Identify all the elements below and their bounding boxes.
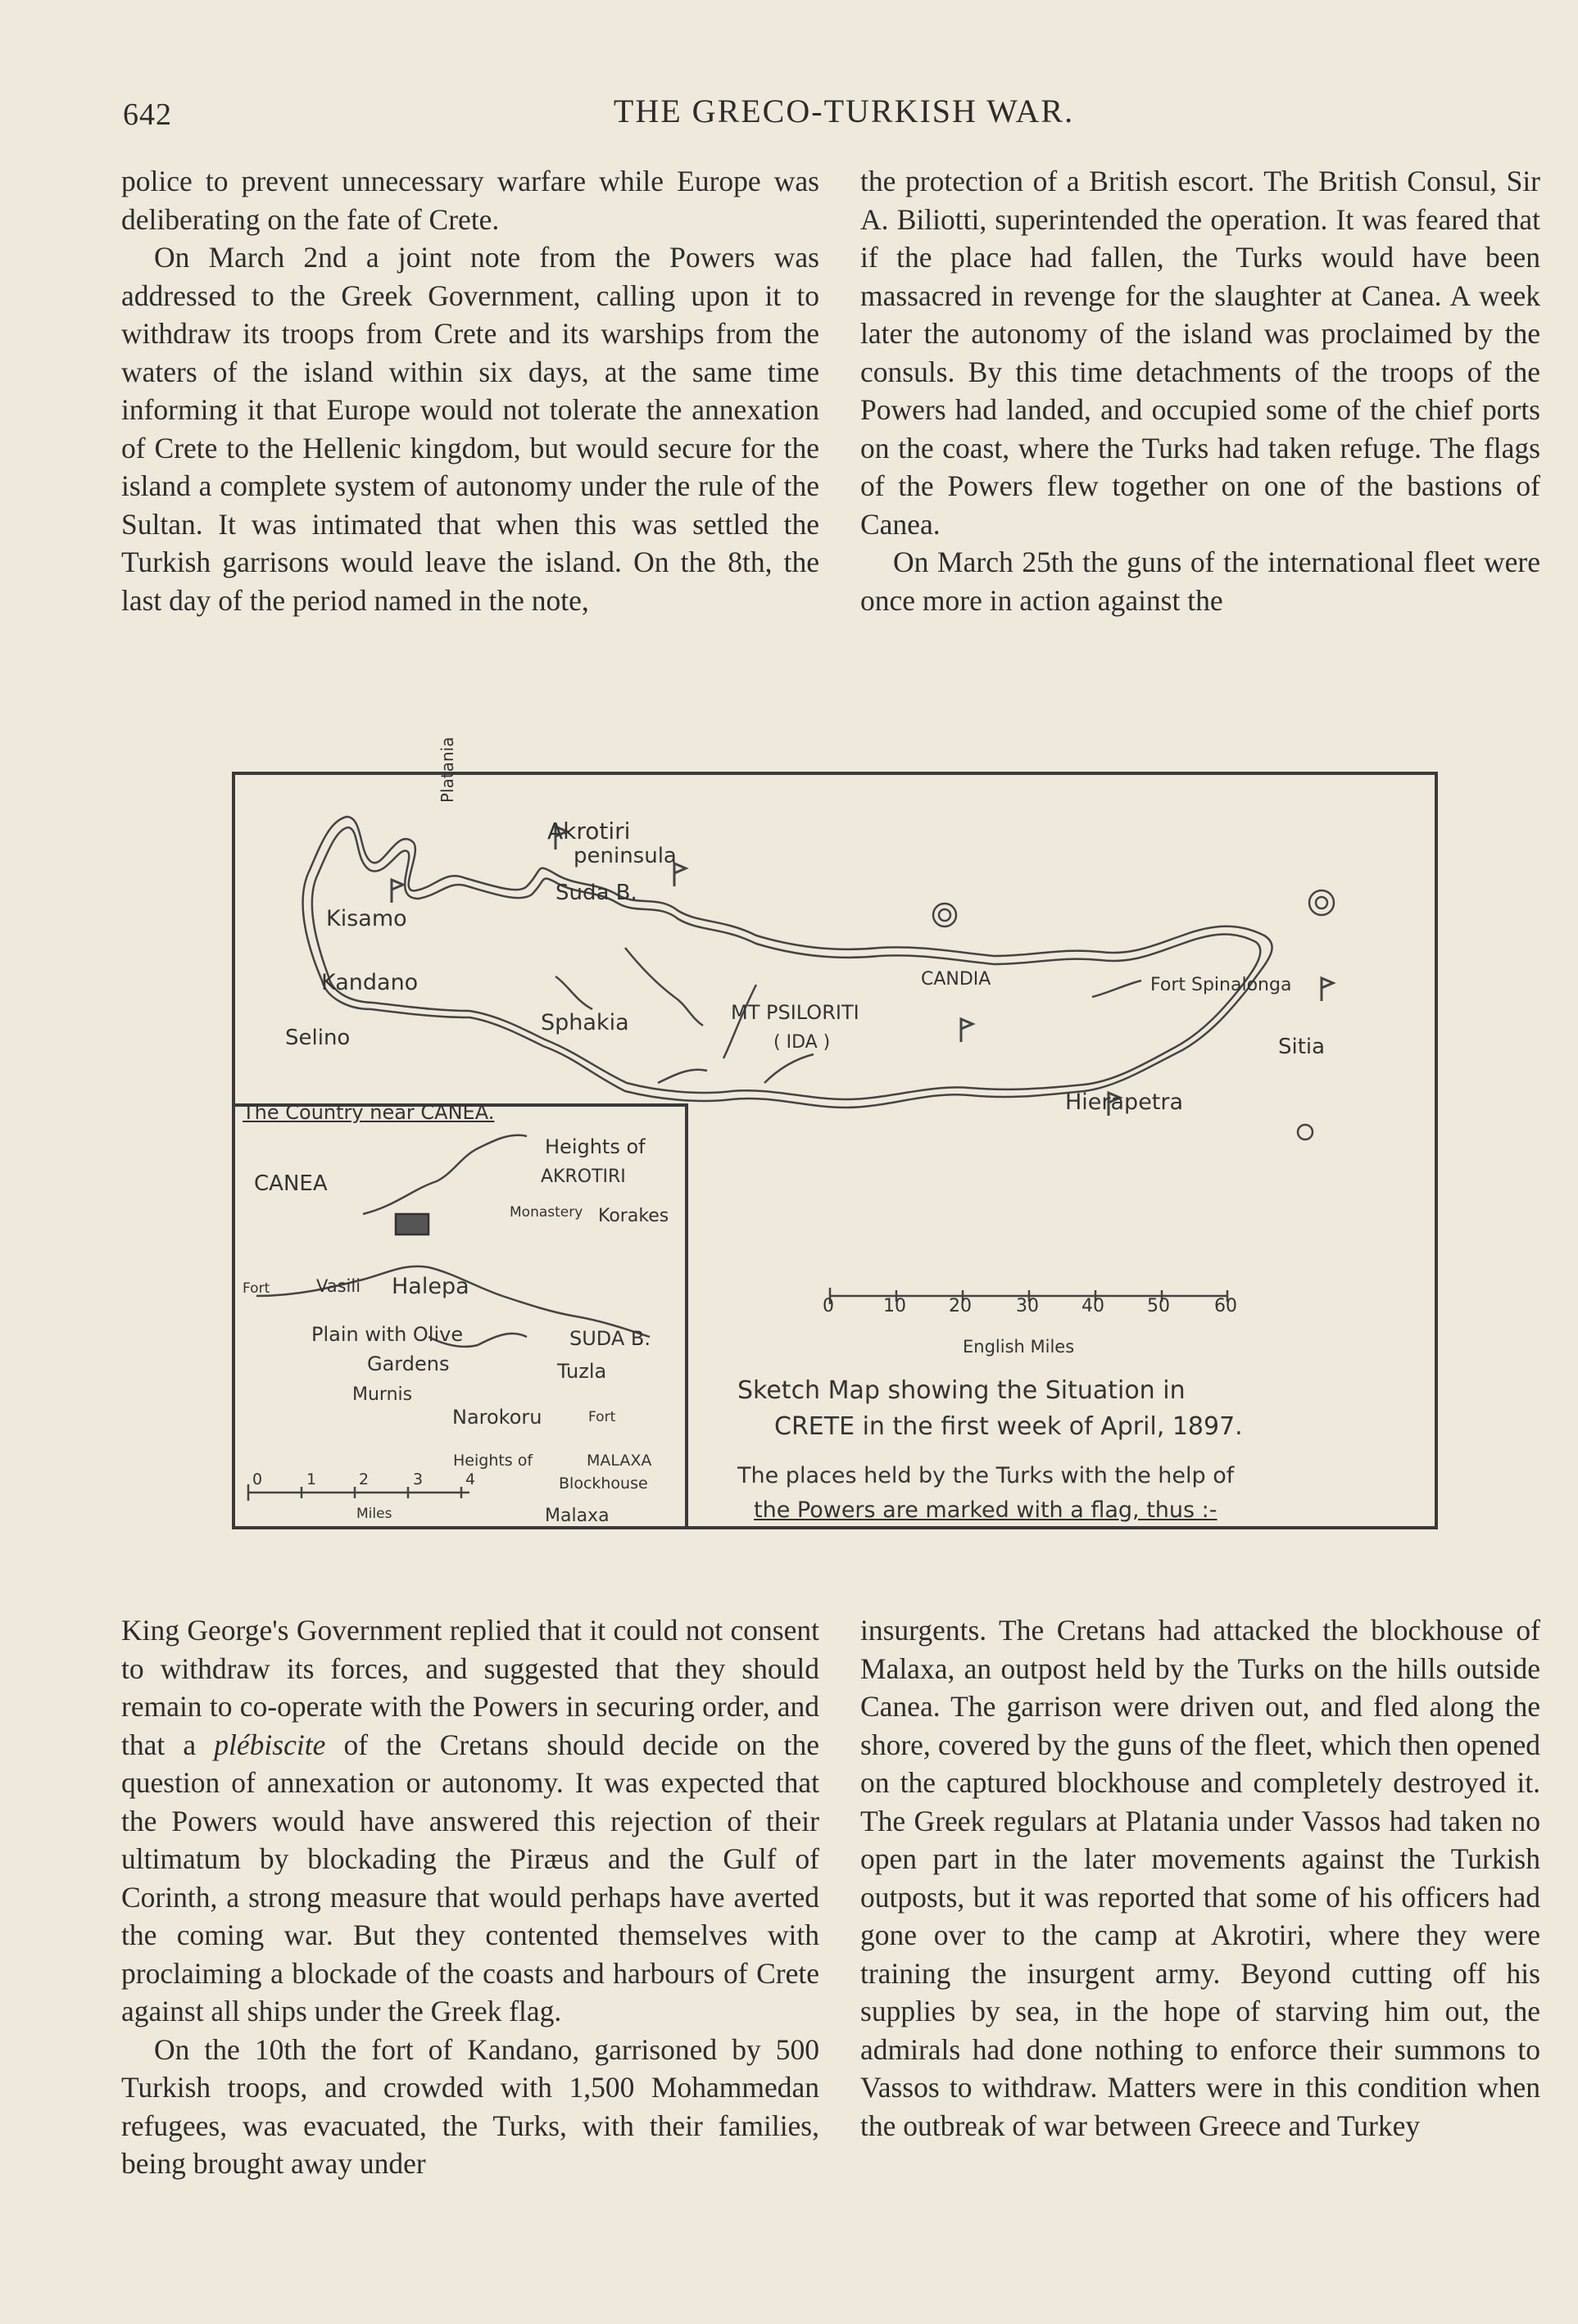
flag-icon	[961, 1019, 973, 1042]
inset-label-heights-of: Heights of	[545, 1135, 646, 1158]
text-run: King George's Government replied that it could not consent to withdraw its forces, and suggested that they should remain to co-operate with the Powers in securing order, and that a	[121, 1614, 819, 1761]
inset-title: The Country near CANEA.	[243, 1101, 495, 1124]
bottom-left-column	[121, 1611, 819, 2183]
flag-icon	[392, 880, 403, 903]
text-run: of the Cretans should decide on the question of annexation or autonomy. It was expected that the Powers would have answered this rejection of their ultimatum by blockading the Piræus and the Gulf of Corinth, a strong measure that would perhaps have averted the coming war. But they contented themselves with proclaiming a blockade of the coasts and harbours of Crete against all ships under the Greek flag.	[121, 1728, 819, 2027]
map-label-kisamo: Kisamo	[326, 906, 407, 931]
paragraph	[121, 1611, 819, 2031]
map-label-suda-b: Suda B.	[555, 881, 637, 905]
map-caption-line-2: CRETE in the first week of April, 1897.	[774, 1412, 1243, 1441]
map-caption-line-4: the Powers are marked with a flag, thus :-	[754, 1497, 1218, 1523]
scale-unit: English Miles	[963, 1337, 1075, 1357]
inset-label-heights-of-malaxa: Heights of	[453, 1452, 533, 1470]
inset-label-plain-with-olive: Plain with Olive	[311, 1323, 464, 1346]
inset-label-blockhouse: Blockhouse	[559, 1475, 648, 1493]
top-left-column	[121, 162, 819, 619]
inset-label-malaxa-caps: MALAXA	[587, 1452, 652, 1470]
top-right-column	[860, 162, 1540, 619]
inset-label-akrotiri: AKROTIRI	[541, 1167, 626, 1187]
inset-scale-tick: 3	[413, 1470, 424, 1488]
map-label-akrotiri: Akrotiri	[547, 818, 631, 845]
inset-label-narokoru: Narokoru	[452, 1406, 542, 1429]
paragraph: On the 10th the fort of Kandano, garrisoned by 500 Turkish troops, and crowded with 1,500 Mohammedan refugees, was evacuated, the Turks, with their families, being brought away under	[121, 2032, 819, 2180]
italic-term: plébiscite	[214, 1728, 326, 1761]
scale-tick: 60	[1214, 1296, 1237, 1316]
paragraph: On March 25th the guns of the international fleet were once more in action against the	[860, 546, 1540, 617]
inset-label-vasili: Vasili	[316, 1276, 361, 1296]
map-label-kandano: Kandano	[321, 970, 419, 995]
inset-scale-tick: 2	[359, 1470, 370, 1488]
scale-tick: 20	[949, 1296, 972, 1316]
map-label-fort-spinalonga: Fort Spinalonga	[1150, 975, 1292, 995]
inset-label-canea: CANEA	[254, 1171, 328, 1196]
inset-label-monastery: Monastery	[510, 1204, 583, 1221]
paragraph: the protection of a British escort. The British Consul, Sir A. Biliotti, superintended the operation. It was feared that if the place had fallen, the Turks would have been massacred in revenge for the slaughter at Canea. A week later the autonomy of the island was proclaimed by the consuls. By this time detachments of the troops of the Powers had landed, and occupied some of the chief ports on the coast, where the Turks had taken refuge. The flags of the Powers flew together on one of the bastions of Canea.	[860, 165, 1540, 541]
map-label-mt-psiloriti: MT PSILORITI	[731, 1001, 859, 1024]
map-caption-line-1: Sketch Map showing the Situation in	[737, 1376, 1186, 1405]
crete-coastline-inner	[312, 827, 1260, 1099]
map-label-sitia: Sitia	[1278, 1035, 1326, 1059]
map-caption-line-3: The places held by the Turks with the help of	[737, 1463, 1235, 1488]
map-label-hierapetra: Hierapetra	[1065, 1090, 1184, 1115]
scale-tick: 0	[823, 1296, 834, 1316]
page-number: 642	[123, 97, 172, 132]
inset-label-tuzla: Tuzla	[557, 1360, 607, 1383]
inset-label-fort-2: Fort	[588, 1409, 616, 1425]
inset-label-murnis: Murnis	[352, 1384, 413, 1405]
map-label-peninsula: peninsula	[574, 844, 677, 868]
paragraph: police to prevent unnecessary warfare while Europe was deliberating on the fate of Crete.	[121, 165, 819, 236]
inset-scale-tick: 1	[306, 1470, 317, 1488]
running-title: THE GRECO-TURKISH WAR.	[613, 93, 1075, 129]
inset-label-fort: Fort	[243, 1280, 270, 1297]
scale-tick: 10	[883, 1296, 906, 1316]
scale-tick: 50	[1147, 1296, 1170, 1316]
map-label-selino: Selino	[285, 1026, 351, 1050]
inset-label-malaxa: Malaxa	[545, 1506, 610, 1526]
paragraph: insurgents. The Cretans had attacked the blockhouse of Malaxa, an outpost held by the Turks on the hills outside Canea. The garrison were driven out, and fled along the shore, covered by the guns of the fleet, which then opened on the captured blockhouse and completely destroyed it. The Greek regulars at Platania under Vassos had taken no open part in the later movements against the Turkish outposts, but it was reported that some of his officers had gone over to the camp at Akrotiri, where they were training the insurgent army. Beyond cutting off his supplies by sea, in the hope of starving him out, the admirals had done nothing to enforce their summons to Vassos to withdraw. Matters were in this condition when the outbreak of war between Greece and Turkey	[860, 1614, 1540, 2142]
map-label-platania: Platania	[438, 736, 457, 803]
inset-scale-unit: Miles	[356, 1506, 392, 1522]
scale-tick: 30	[1016, 1296, 1039, 1316]
inset-scale-tick: 0	[252, 1470, 263, 1488]
map-label-sphakia: Sphakia	[541, 1010, 629, 1035]
paragraph: On March 2nd a joint note from the Powers was addressed to the Greek Government, calling upon it to withdraw its troops from Crete and its warships from the waters of the island within six days, at the same time informing it that Europe would not tolerate the annexation of Crete to the Hellenic kingdom, but would secure for the island a complete system of autonomy under the rule of the Sultan. It was intimated that when this was settled the Turkish garrisons would leave the island. On the 8th, the last day of the period named in the note,	[121, 241, 819, 617]
bottom-right-column	[860, 1611, 1540, 2145]
inset-label-halepa: Halepa	[392, 1274, 469, 1299]
flag-icon	[1322, 978, 1333, 1001]
inset-label-suda-b: SUDA B.	[569, 1327, 651, 1350]
inset-scale-tick: 4	[465, 1470, 476, 1488]
inset-label-gardens: Gardens	[367, 1352, 450, 1375]
map-label-ida: ( IDA )	[773, 1032, 831, 1053]
inset-label-korakes: Korakes	[598, 1206, 669, 1226]
scale-tick: 40	[1081, 1296, 1104, 1316]
map-label-candia: CANDIA	[921, 969, 991, 990]
